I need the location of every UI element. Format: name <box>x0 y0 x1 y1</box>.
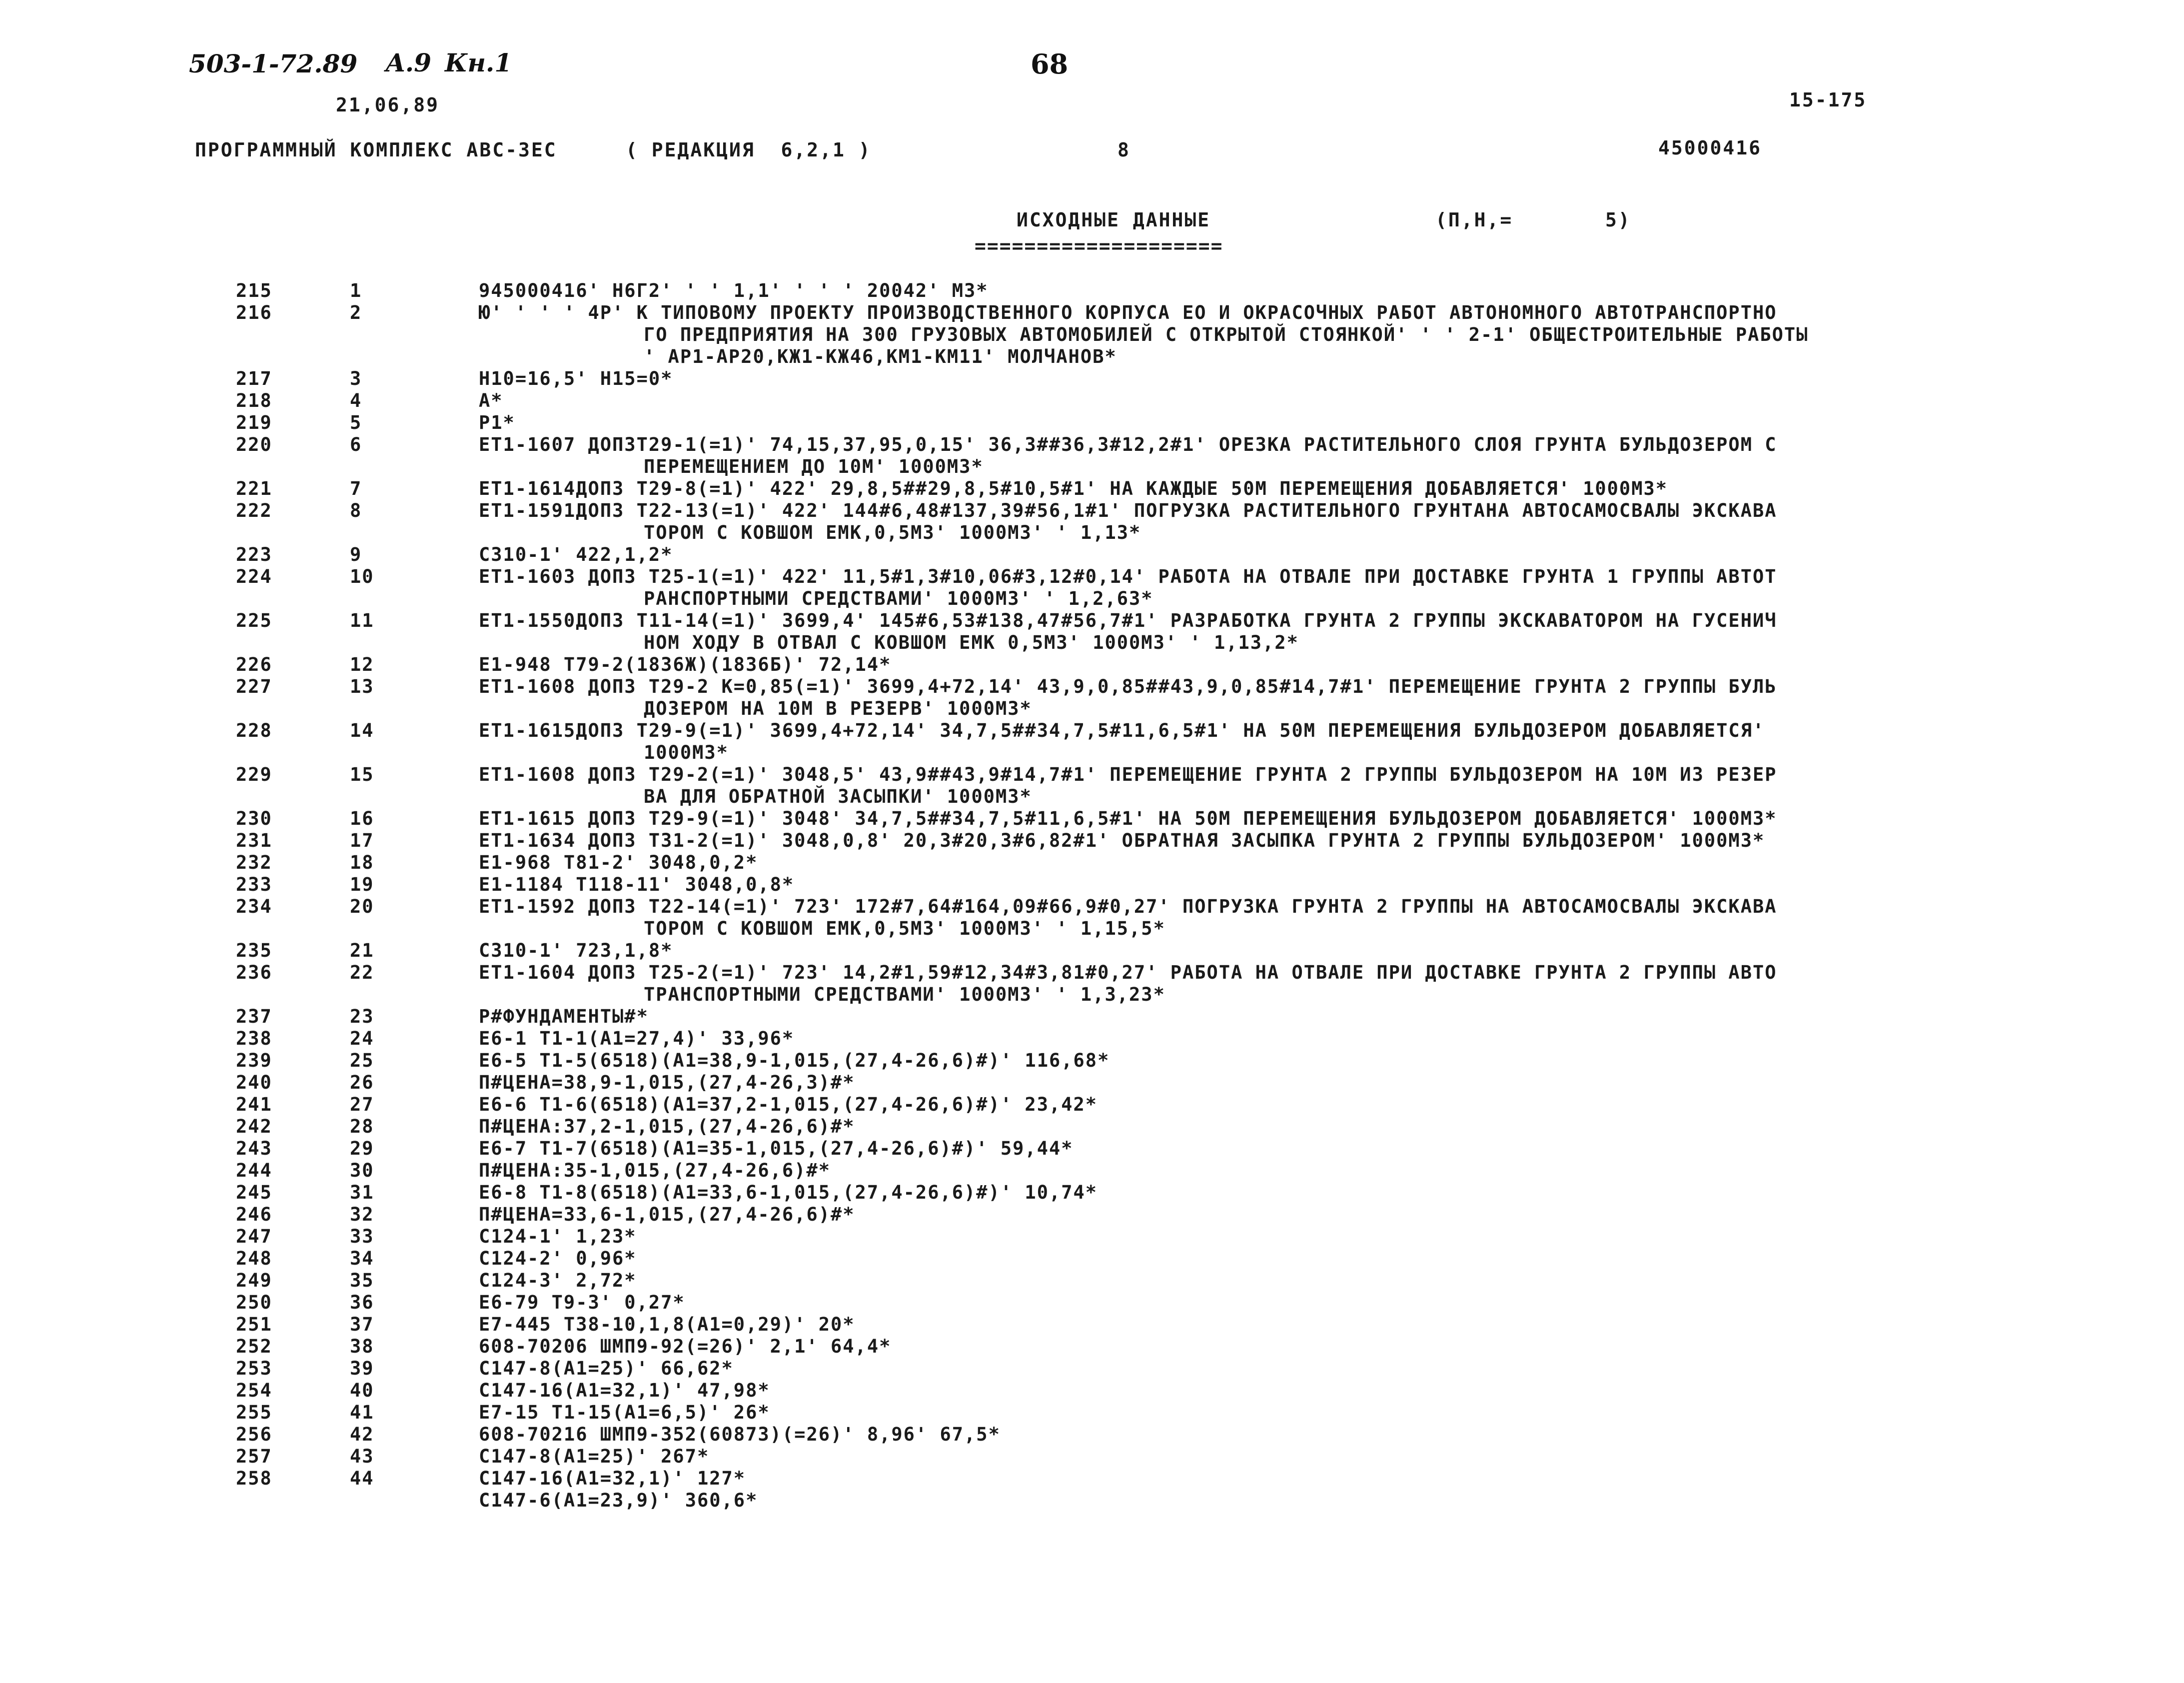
record-continuation-line: РАНСПОРТНЫМИ СРЕДСТВАМИ' 1000М3' ' 1,2,63* <box>644 588 1153 609</box>
sheet-reference: 15-175 <box>1789 89 1867 111</box>
local-line-number: 34 <box>350 1248 374 1269</box>
record-line: ЕТ1-1603 ДОП3 Т25-1(=1)' 422' 11,5#1,3#10,06#3,12#0,14' РАБОТА НА ОТВАЛЕ ПРИ ДОСТАВКЕ ГРУНТА 1 ГРУППЫ АВТОТ <box>479 566 1777 587</box>
listing-row <box>0 1336 2184 1358</box>
global-line-number: 255 <box>236 1402 272 1423</box>
global-line-number: 222 <box>236 500 272 521</box>
record-line: А* <box>479 390 503 411</box>
global-line-number: 215 <box>236 280 272 301</box>
record-line: Р#ФУНДАМЕНТЫ#* <box>479 1006 649 1027</box>
record-continuation-line: ' АР1-АР20,КЖ1-КЖ46,КМ1-КМ11' МОЛЧАНОВ* <box>644 346 1117 367</box>
record-text <box>479 764 2008 808</box>
record-text <box>479 302 2008 368</box>
local-line-number: 44 <box>350 1468 374 1489</box>
listing-row <box>0 830 2184 852</box>
global-line-number: 232 <box>236 852 272 873</box>
listing-row <box>0 764 2184 808</box>
listing-row <box>0 1314 2184 1336</box>
local-line-number: 10 <box>350 566 374 587</box>
record-text <box>479 896 2008 940</box>
record-text <box>479 654 2008 676</box>
record-line: С124-1' 1,23* <box>479 1226 637 1247</box>
record-line: С147-16(А1=32,1)' 47,98* <box>479 1380 770 1401</box>
section-param: (П,Н,= <box>1435 209 1513 231</box>
local-line-number: 14 <box>350 720 374 741</box>
record-line: С147-16(А1=32,1)' 127* <box>479 1468 746 1489</box>
record-text <box>479 368 2008 390</box>
record-line: Е7-445 Т38-10,1,8(А1=0,29)' 20* <box>479 1314 855 1335</box>
global-line-number: 248 <box>236 1248 272 1269</box>
listing-row <box>0 1446 2184 1468</box>
listing-row <box>0 1094 2184 1116</box>
record-text <box>479 962 2008 1006</box>
listing-row <box>0 1358 2184 1380</box>
listing-row <box>0 896 2184 940</box>
local-line-number: 7 <box>350 478 362 499</box>
source-data-listing <box>0 280 2184 1512</box>
global-line-number: 254 <box>236 1380 272 1401</box>
listing-row <box>0 1424 2184 1446</box>
record-text <box>479 1006 2008 1028</box>
program-title: ПРОГРАММНЫЙ КОМПЛЕКС АВС-3ЕС <box>195 139 557 161</box>
record-line: ЕТ1-1615 ДОП3 Т29-9(=1)' 3048' 34,7,5##34,7,5#11,6,5#1' НА 50М ПЕРЕМЕЩЕНИЯ БУЛЬДОЗЕРОМ ДОБАВЛЯЕТСЯ' 1000М3* <box>479 808 1777 829</box>
global-line-number: 251 <box>236 1314 272 1335</box>
listing-row <box>0 1490 2184 1512</box>
local-line-number: 32 <box>350 1204 374 1225</box>
record-line: ЕТ1-1604 ДОП3 Т25-2(=1)' 723' 14,2#1,59#12,34#3,81#0,27' РАБОТА НА ОТВАЛЕ ПРИ ДОСТАВКЕ ГРУНТА 2 ГРУППЫ АВТО <box>479 962 1777 983</box>
listing-row <box>0 808 2184 830</box>
local-line-number: 30 <box>350 1160 374 1181</box>
local-line-number: 20 <box>350 896 374 917</box>
listing-row <box>0 610 2184 654</box>
listing-row <box>0 1402 2184 1424</box>
record-line: ЕТ1-1614ДОП3 Т29-8(=1)' 422' 29,8,5##29,8,5#10,5#1' НА КАЖДЫЕ 50М ПЕРЕМЕЩЕНИЯ ДОБАВЛЯЕТСЯ' 1000М3* <box>479 478 1668 499</box>
record-text <box>479 1380 2008 1402</box>
global-line-number: 226 <box>236 654 272 675</box>
local-line-number: 16 <box>350 808 374 829</box>
record-text <box>479 874 2008 896</box>
global-line-number: 247 <box>236 1226 272 1247</box>
record-continuation-line: ТОРОМ С КОВШОМ ЕМК,0,5М3' 1000М3' ' 1,15,5* <box>644 918 1165 939</box>
record-line: ЕТ1-1550ДОП3 Т11-14(=1)' 3699,4' 145#6,53#138,47#56,7#1' РАЗРАБОТКА ГРУНТА 2 ГРУППЫ ЭКСКАВАТОРОМ НА ГУСЕНИЧ <box>479 610 1777 631</box>
listing-row <box>0 1248 2184 1270</box>
global-line-number: 242 <box>236 1116 272 1137</box>
record-text <box>479 676 2008 720</box>
section-param-value: 5) <box>1605 209 1631 231</box>
listing-row <box>0 676 2184 720</box>
section-title: ИСХОДНЫЕ ДАННЫЕ <box>1017 209 1211 231</box>
record-line: С310-1' 422,1,2* <box>479 544 673 565</box>
global-line-number: 230 <box>236 808 272 829</box>
record-text <box>479 852 2008 874</box>
record-text <box>479 500 2008 544</box>
listing-row <box>0 852 2184 874</box>
section-underline: ==================== <box>975 235 1223 257</box>
record-text <box>479 544 2008 566</box>
record-continuation-line: ТРАНСПОРТНЫМИ СРЕДСТВАМИ' 1000М3' ' 1,3,23* <box>644 984 1165 1005</box>
record-text <box>479 1072 2008 1094</box>
global-line-number: 220 <box>236 434 272 455</box>
record-line: П#ЦЕНА=33,6-1,015,(27,4-26,6)#* <box>479 1204 855 1225</box>
record-text <box>479 940 2008 962</box>
record-text <box>479 1094 2008 1116</box>
record-continuation-line: ПЕРЕМЕЩЕНИЕМ ДО 10М' 1000М3* <box>644 456 984 477</box>
local-line-number: 35 <box>350 1270 374 1291</box>
local-line-number: 36 <box>350 1292 374 1313</box>
global-line-number: 249 <box>236 1270 272 1291</box>
global-line-number: 233 <box>236 874 272 895</box>
global-line-number: 216 <box>236 302 272 323</box>
global-line-number: 237 <box>236 1006 272 1027</box>
local-line-number: 11 <box>350 610 374 631</box>
local-line-number: 5 <box>350 412 362 433</box>
record-text <box>479 830 2008 852</box>
listing-row <box>0 1182 2184 1204</box>
listing-row <box>0 1138 2184 1160</box>
listing-row <box>0 390 2184 412</box>
record-line: 608-70216 ШМП9-352(60873)(=26)' 8,96' 67,5* <box>479 1424 1001 1445</box>
book-mark: Кн.1 <box>445 48 512 77</box>
record-text <box>479 1402 2008 1424</box>
listing-row <box>0 434 2184 478</box>
local-line-number: 9 <box>350 544 362 565</box>
global-line-number: 229 <box>236 764 272 785</box>
listing-row <box>0 874 2184 896</box>
global-line-number: 236 <box>236 962 272 983</box>
global-line-number: 240 <box>236 1072 272 1093</box>
local-line-number: 19 <box>350 874 374 895</box>
local-line-number: 38 <box>350 1336 374 1357</box>
record-line: Е7-15 Т1-15(А1=6,5)' 26* <box>479 1402 770 1423</box>
listing-row <box>0 1006 2184 1028</box>
global-line-number: 244 <box>236 1160 272 1181</box>
global-line-number: 243 <box>236 1138 272 1159</box>
global-line-number: 224 <box>236 566 272 587</box>
listing-row <box>0 1380 2184 1402</box>
listing-row <box>0 544 2184 566</box>
record-text <box>479 1204 2008 1226</box>
record-line: Е1-968 Т81-2' 3048,0,2* <box>479 852 758 873</box>
listing-row <box>0 1204 2184 1226</box>
global-line-number: 250 <box>236 1292 272 1313</box>
record-text <box>479 1116 2008 1138</box>
record-text <box>479 1336 2008 1358</box>
record-text <box>479 280 2008 302</box>
record-text <box>479 566 2008 610</box>
local-line-number: 27 <box>350 1094 374 1115</box>
listing-row <box>0 1226 2184 1248</box>
global-line-number: 246 <box>236 1204 272 1225</box>
record-line: Е6-7 Т1-7(6518)(А1=35-1,015,(27,4-26,6)#)' 59,44* <box>479 1138 1074 1159</box>
record-line: ЕТ1-1592 ДОП3 Т22-14(=1)' 723' 172#7,64#164,09#66,9#0,27' ПОГРУЗКА ГРУНТА 2 ГРУППЫ НА АВТОСАМОСВАЛЫ ЭКСКАВА <box>479 896 1777 917</box>
local-line-number: 4 <box>350 390 362 411</box>
listing-row <box>0 654 2184 676</box>
local-line-number: 8 <box>350 500 362 521</box>
global-line-number: 257 <box>236 1446 272 1467</box>
local-line-number: 39 <box>350 1358 374 1379</box>
listing-row <box>0 500 2184 544</box>
global-line-number: 258 <box>236 1468 272 1489</box>
local-line-number: 43 <box>350 1446 374 1467</box>
local-line-number: 22 <box>350 962 374 983</box>
global-line-number: 241 <box>236 1094 272 1115</box>
global-line-number: 256 <box>236 1424 272 1445</box>
record-line: ЕТ1-1608 ДОП3 Т29-2(=1)' 3048,5' 43,9##43,9#14,7#1' ПЕРЕМЕЩЕНИЕ ГРУНТА 2 ГРУППЫ БУЛЬДОЗЕРОМ НА 10М ИЗ РЕЗЕР <box>479 764 1777 785</box>
local-line-number: 18 <box>350 852 374 873</box>
record-text <box>479 1446 2008 1468</box>
local-line-number: 1 <box>350 280 362 301</box>
record-line: Н10=16,5' Н15=0* <box>479 368 673 389</box>
local-line-number: 25 <box>350 1050 374 1071</box>
record-text <box>479 1138 2008 1160</box>
listing-row <box>0 566 2184 610</box>
listing-row <box>0 940 2184 962</box>
global-line-number: 218 <box>236 390 272 411</box>
global-line-number: 227 <box>236 676 272 697</box>
global-line-number: 217 <box>236 368 272 389</box>
listing-row <box>0 1072 2184 1094</box>
record-line: Е6-8 Т1-8(6518)(А1=33,6-1,015,(27,4-26,6)#)' 10,74* <box>479 1182 1098 1203</box>
record-text <box>479 1248 2008 1270</box>
listing-row <box>0 962 2184 1006</box>
record-line: ЕТ1-1591ДОП3 Т22-13(=1)' 422' 144#6,48#137,39#56,1#1' ПОГРУЗКА РАСТИТЕЛЬНОГО ГРУНТАНА АВТОСАМОСВАЛЫ ЭКСКАВА <box>479 500 1777 521</box>
global-line-number: 253 <box>236 1358 272 1379</box>
local-line-number: 41 <box>350 1402 374 1423</box>
record-continuation-line: ВА ДЛЯ ОБРАТНОЙ ЗАСЫПКИ' 1000М3* <box>644 786 1032 807</box>
record-text <box>479 478 2008 500</box>
record-line: П#ЦЕНА:37,2-1,015,(27,4-26,6)#* <box>479 1116 855 1137</box>
record-text <box>479 1424 2008 1446</box>
record-line: С310-1' 723,1,8* <box>479 940 673 961</box>
local-line-number: 40 <box>350 1380 374 1401</box>
local-line-number: 31 <box>350 1182 374 1203</box>
global-line-number: 228 <box>236 720 272 741</box>
record-text <box>479 1160 2008 1182</box>
local-line-number: 15 <box>350 764 374 785</box>
local-line-number: 21 <box>350 940 374 961</box>
print-date: 21,06,89 <box>336 94 440 116</box>
document-code: 503-1-72.89 <box>189 49 358 78</box>
record-text <box>479 1028 2008 1050</box>
document-id: 45000416 <box>1658 137 1762 159</box>
record-line: Е6-1 Т1-1(А1=27,4)' 33,96* <box>479 1028 795 1049</box>
global-line-number: 245 <box>236 1182 272 1203</box>
local-line-number: 12 <box>350 654 374 675</box>
page-number: 68 <box>1031 48 1069 80</box>
record-line: Ю' ' ' ' 4Р' К ТИПОВОМУ ПРОЕКТУ ПРОИЗВОДСТВЕННОГО КОРПУСА ЕО И ОКРАСОЧНЫХ РАБОТ АВТОНОМНОГО АВТОТРАНСПОРТНО <box>479 302 1777 323</box>
record-continuation-line: ТОРОМ С КОВШОМ ЕМК,0,5М3' 1000М3' ' 1,13* <box>644 522 1141 543</box>
record-line: Е1-1184 Т118-11' 3048,0,8* <box>479 874 795 895</box>
record-text <box>479 1226 2008 1248</box>
record-line: Е6-79 Т9-3' 0,27* <box>479 1292 685 1313</box>
record-continuation-line: ДОЗЕРОМ НА 10М В РЕЗЕРВ' 1000М3* <box>644 698 1032 719</box>
record-line: ЕТ1-1607 ДОП3Т29-1(=1)' 74,15,37,95,0,15' 36,3##36,3#12,2#1' ОРЕЗКА РАСТИТЕЛЬНОГО СЛОЯ ГРУНТА БУЛЬДОЗЕРОМ С <box>479 434 1777 455</box>
record-line: ЕТ1-1615ДОП3 Т29-9(=1)' 3699,4+72,14' 34,7,5##34,7,5#11,6,5#1' НА 50М ПЕРЕМЕЩЕНИЯ БУЛЬДОЗЕРОМ ДОБАВЛЯЕТСЯ' <box>479 720 1765 741</box>
record-text <box>479 434 2008 478</box>
record-line: ЕТ1-1608 ДОП3 Т29-2 К=0,85(=1)' 3699,4+72,14' 43,9,0,85##43,9,0,85#14,7#1' ПЕРЕМЕЩЕНИЕ ГРУНТА 2 ГРУППЫ БУЛЬ <box>479 676 1777 697</box>
record-line: Е1-948 Т79-2(1836Ж)(1836Б)' 72,14* <box>479 654 892 675</box>
listing-row <box>0 280 2184 302</box>
listing-row <box>0 1270 2184 1292</box>
global-line-number: 231 <box>236 830 272 851</box>
local-line-number: 3 <box>350 368 362 389</box>
global-line-number: 219 <box>236 412 272 433</box>
record-line: П#ЦЕНА=38,9-1,015,(27,4-26,3)#* <box>479 1072 855 1093</box>
record-continuation-line: НОМ ХОДУ В ОТВАЛ С КОВШОМ ЕМК 0,5М3' 1000М3' ' 1,13,2* <box>644 632 1299 653</box>
record-text <box>479 1270 2008 1292</box>
global-line-number: 234 <box>236 896 272 917</box>
global-line-number: 225 <box>236 610 272 631</box>
record-line: П#ЦЕНА:35-1,015,(27,4-26,6)#* <box>479 1160 831 1181</box>
record-text <box>479 720 2008 764</box>
record-line: С147-6(А1=23,9)' 360,6* <box>479 1490 758 1511</box>
listing-row <box>0 1468 2184 1490</box>
record-line: С147-8(А1=25)' 66,62* <box>479 1358 734 1379</box>
record-line: Е6-5 Т1-5(6518)(А1=38,9-1,015,(27,4-26,6)#)' 116,68* <box>479 1050 1110 1071</box>
record-line: Р1* <box>479 412 515 433</box>
listing-row <box>0 1050 2184 1072</box>
listing-row <box>0 302 2184 368</box>
local-line-number: 6 <box>350 434 362 455</box>
global-line-number: 238 <box>236 1028 272 1049</box>
record-text <box>479 1314 2008 1336</box>
record-line: ЕТ1-1634 ДОП3 Т31-2(=1)' 3048,0,8' 20,3#20,3#6,82#1' ОБРАТНАЯ ЗАСЫПКА ГРУНТА 2 ГРУППЫ БУЛЬДОЗЕРОМ' 1000М3* <box>479 830 1765 851</box>
record-text <box>479 412 2008 434</box>
record-line: С147-8(А1=25)' 267* <box>479 1446 710 1467</box>
listing-row <box>0 1292 2184 1314</box>
record-continuation-line: 1000М3* <box>644 742 729 763</box>
record-text <box>479 1292 2008 1314</box>
global-line-number: 252 <box>236 1336 272 1357</box>
listing-row <box>0 478 2184 500</box>
listing-row <box>0 1160 2184 1182</box>
local-line-number: 33 <box>350 1226 374 1247</box>
local-line-number: 17 <box>350 830 374 851</box>
record-text <box>479 1182 2008 1204</box>
record-text <box>479 808 2008 830</box>
record-text <box>479 1050 2008 1072</box>
small-number: 8 <box>1117 139 1130 161</box>
local-line-number: 23 <box>350 1006 374 1027</box>
listing-row <box>0 412 2184 434</box>
local-line-number: 42 <box>350 1424 374 1445</box>
local-line-number: 37 <box>350 1314 374 1335</box>
record-line: 608-70206 ШМП9-92(=26)' 2,1' 64,4* <box>479 1336 892 1357</box>
record-text <box>479 1468 2008 1490</box>
local-line-number: 26 <box>350 1072 374 1093</box>
record-text <box>479 390 2008 412</box>
listing-row <box>0 720 2184 764</box>
record-line: 945000416' Н6Г2' ' ' 1,1' ' ' ' 20042' М3* <box>479 280 989 301</box>
record-continuation-line: ГО ПРЕДПРИЯТИЯ НА 300 ГРУЗОВЫХ АВТОМОБИЛЕЙ С ОТКРЫТОЙ СТОЯНКОЙ' ' ' 2-1' ОБЩЕСТРОИТЕЛЬНЫЕ РАБОТЫ <box>644 324 1809 345</box>
global-line-number: 239 <box>236 1050 272 1071</box>
listing-row <box>0 1116 2184 1138</box>
local-line-number: 28 <box>350 1116 374 1137</box>
listing-row <box>0 368 2184 390</box>
local-line-number: 24 <box>350 1028 374 1049</box>
global-line-number: 223 <box>236 544 272 565</box>
local-line-number: 13 <box>350 676 374 697</box>
record-line: С124-2' 0,96* <box>479 1248 637 1269</box>
local-line-number: 2 <box>350 302 362 323</box>
edition-info: ( РЕДАКЦИЯ 6,2,1 ) <box>626 139 872 161</box>
record-text <box>479 610 2008 654</box>
album-mark: A.9 <box>386 48 431 77</box>
record-line: С124-3' 2,72* <box>479 1270 637 1291</box>
record-line: Е6-6 Т1-6(6518)(А1=37,2-1,015,(27,4-26,6)#)' 23,42* <box>479 1094 1098 1115</box>
global-line-number: 235 <box>236 940 272 961</box>
local-line-number: 29 <box>350 1138 374 1159</box>
record-text <box>479 1490 2008 1512</box>
global-line-number: 221 <box>236 478 272 499</box>
record-text <box>479 1358 2008 1380</box>
listing-row <box>0 1028 2184 1050</box>
